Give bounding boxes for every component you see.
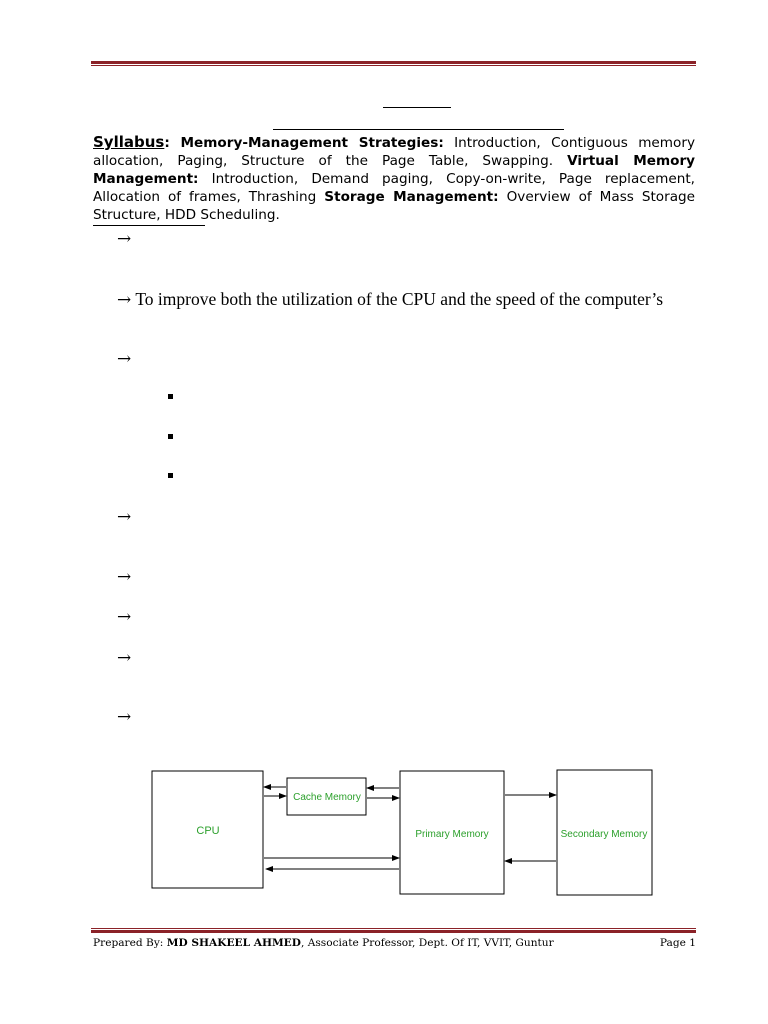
syllabus-unit-storage: Storage Management: — [324, 189, 499, 205]
syllabus-paragraph — [93, 133, 695, 224]
syllabus-unit-memory-management: Memory-Management Strategies: — [180, 135, 444, 151]
arrow-bullet: → — [117, 349, 132, 369]
arrow-bullet: → — [117, 607, 132, 627]
syllabus-colon: : — [164, 135, 181, 151]
syllabus-unit-virtual-memory: Virtual Memory Management: — [93, 153, 696, 187]
title-underline — [383, 107, 451, 108]
square-bullet — [168, 434, 173, 439]
subtitle-underline — [273, 129, 564, 130]
arrow-bullet: → — [117, 567, 132, 587]
arrow-bullet: → — [117, 507, 132, 527]
secondary-memory-label: Secondary Memory — [560, 829, 648, 840]
footer-affiliation: , Associate Professor, Dept. Of IT, VVIT, Guntur — [300, 937, 554, 949]
section-heading-underline — [93, 225, 205, 226]
syllabus-label: Syllabus — [93, 133, 165, 151]
arrow-bullet: → — [117, 707, 132, 727]
memory-hierarchy-diagram — [146, 762, 658, 902]
arrow-bullet: → — [117, 648, 132, 668]
page-footer — [93, 934, 696, 952]
body-text-line — [117, 288, 663, 311]
cpu-label: CPU — [196, 825, 220, 837]
page-number: Page 1 — [659, 937, 696, 949]
square-bullet — [168, 473, 173, 478]
footer-author: MD SHAKEEL AHMED — [166, 937, 301, 949]
cache-memory-label: Cache Memory — [293, 792, 361, 803]
syllabus-topics-1: Introduction, Contiguous memory allocation, Paging, Structure of the Page Table, Swapping. — [93, 135, 695, 169]
primary-memory-label: Primary Memory — [415, 829, 489, 840]
cpu-utilization-text: To improve both the utilization of the CPU and the speed of the computer’s — [135, 289, 664, 309]
arrow-bullet: → — [117, 229, 132, 249]
syllabus-topics-2: Introduction, Demand paging, Copy-on-write, Page replacement, Allocation of frames, Thrashing — [93, 171, 695, 205]
footer-credit — [93, 934, 554, 952]
footer-rule — [91, 928, 696, 933]
arrow-bullet: → — [117, 290, 132, 310]
square-bullet — [168, 394, 173, 399]
footer-prefix: Prepared By: — [93, 937, 167, 949]
syllabus-topics-3: Overview of Mass Storage Structure, HDD Scheduling. — [93, 189, 696, 223]
header-rule — [91, 61, 696, 66]
